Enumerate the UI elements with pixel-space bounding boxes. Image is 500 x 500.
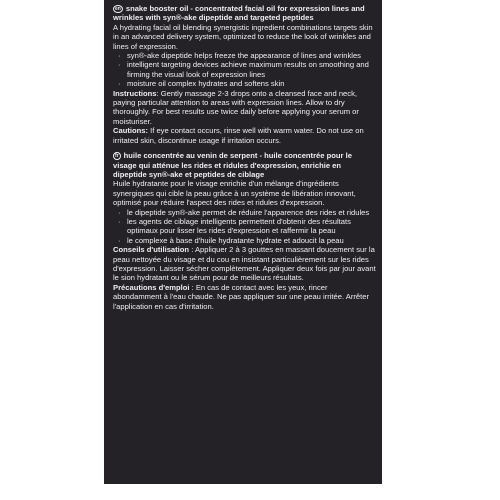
list-item: · moisture oil complex hydrates and softens skin xyxy=(127,79,376,88)
french-instructions-text: : Appliquer 2 à 3 gouttes en massant doucement sur la peau nettoyée du visage et du cou en insistant particulièrement sur les rides d'expression. Laisser sécher complètement. Appliquer deux fois par jour avant le sion hydratant ou le sérum pour de meilleurs résultats. xyxy=(113,245,376,283)
french-instructions-label: Conseils d'utilisation xyxy=(113,245,190,255)
list-item: · intelligent targeting devices achieve maximum results on smoothing and firming the visual look of expression lines xyxy=(127,60,376,79)
list-item: · syn®-ake dipeptide helps freeze the appearance of lines and wrinkles xyxy=(127,51,376,60)
english-cautions-text: If eye contact occurs, rinse well with warm water. Do not use on irritated skin, discontinue usage if irritation occurs. xyxy=(113,126,364,145)
english-benefits-list xyxy=(113,51,376,89)
list-item: · le complexe à base d'huile hydratante hydrate et adoucit la peau xyxy=(127,236,376,245)
french-cautions xyxy=(113,283,376,311)
french-product-title: huile concentrée au venin de serpent - huile concentrée pour le visage qui atténue les rides et ridules d'expression, enrichie en dipeptide syn®-ake et peptides de ciblage xyxy=(113,151,352,179)
english-instructions-text: : Gently massage 2-3 drops onto a cleansed face and neck, paying particular attention to areas with expression lines. Allow to dry thoroughly. For best results use twice daily before applying your serum or moisturiser. xyxy=(113,88,359,126)
french-heading xyxy=(113,151,376,179)
french-cautions-text: : En cas de contact avec les yeux, rincer abondamment à l'eau chaude. Ne pas appliquer sur une peau irritée. Arrêter l'application en cas d'irritation. xyxy=(113,282,369,311)
english-cautions-label: Cautions: xyxy=(113,126,149,136)
english-language-badge: en xyxy=(115,6,121,12)
french-benefits-list xyxy=(113,208,376,246)
english-instructions-label: Instructions xyxy=(113,88,157,98)
french-language-badge: fr xyxy=(115,153,119,160)
list-item: · le dipeptide syn®-ake permet de réduire l'apparence des rides et ridules xyxy=(127,208,376,217)
english-heading xyxy=(113,4,376,23)
english-section xyxy=(113,4,376,145)
french-section xyxy=(113,151,376,311)
english-instructions xyxy=(113,89,376,127)
english-intro: A hydrating facial oil blending synergistic ingredient combinations targets skin in an advanced delivery system, optimized to reduce the look of wrinkles and lines of expression. xyxy=(113,22,373,51)
label-panel xyxy=(104,0,382,484)
french-cautions-label: Précautions d'emploi xyxy=(113,282,190,292)
french-instructions xyxy=(113,245,376,283)
english-cautions xyxy=(113,126,376,145)
french-intro: Huile hydratante pour le visage enrichie d'un mélange d'ingrédients synergiques qui cible la peau grâce à un système de libération innovant, optimisé pour réduire l'aspect des rides et ridules d'expression. xyxy=(113,179,356,208)
english-product-title: snake booster oil - concentrated facial oil for expression lines and wrinkles with syn®-ake dipeptide and targeted peptides xyxy=(113,4,365,23)
list-item: · les agents de ciblage intelligents permettent d'obtenir des résultats optimaux pour lisser les rides d'expression et raffermir la peau xyxy=(127,217,376,236)
